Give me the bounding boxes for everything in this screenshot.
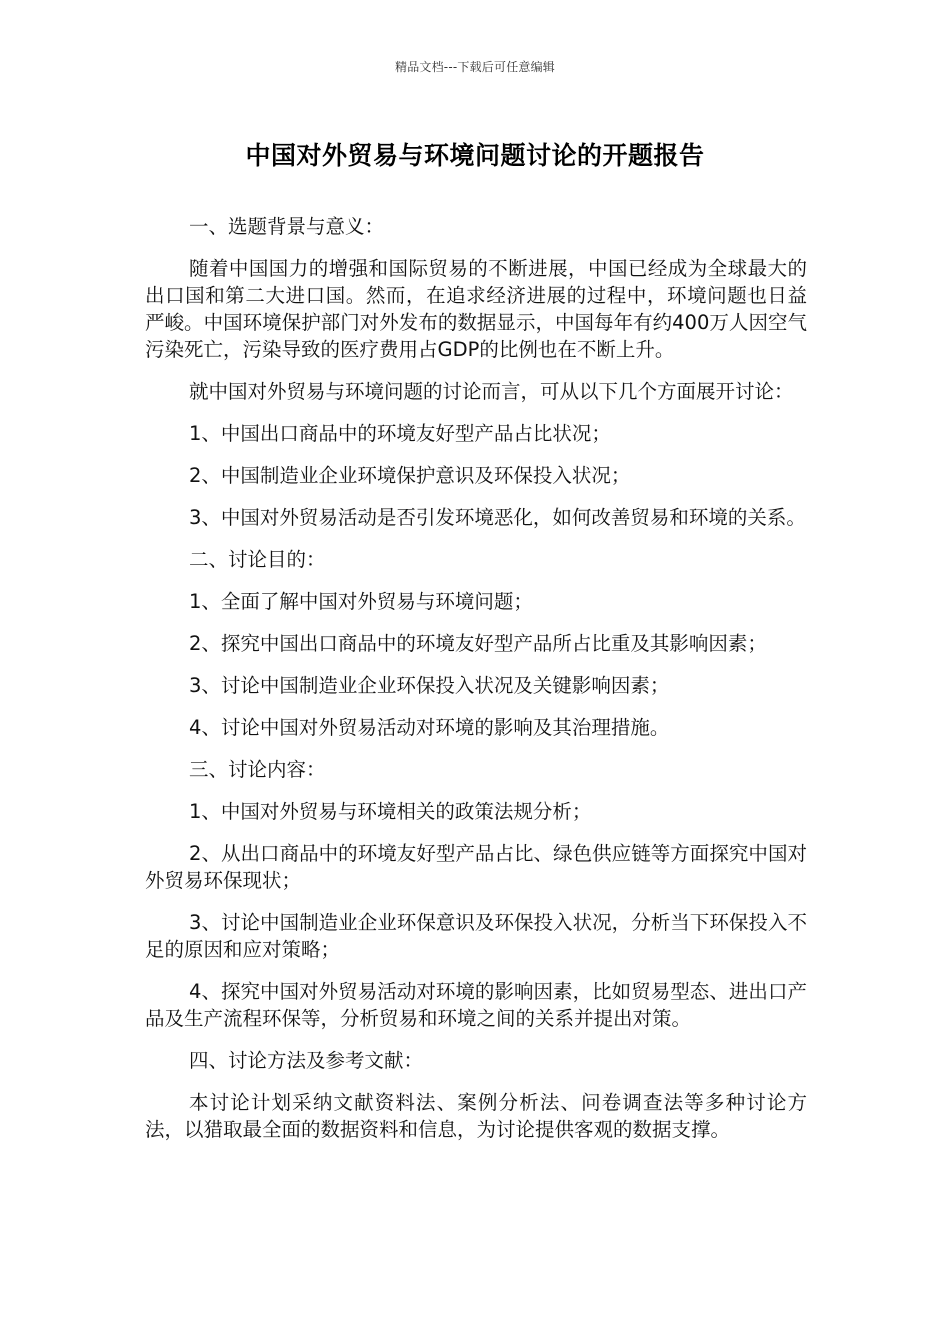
section-heading-content: 三、讨论内容： xyxy=(189,758,326,781)
list-item: 3、中国对外贸易活动是否引发环境恶化，如何改善贸易和环境的关系。 xyxy=(189,506,806,529)
list-item: 1、全面了解中国对外贸易与环境问题； xyxy=(189,590,533,613)
document-title: 中国对外贸易与环境问题讨论的开题报告 xyxy=(245,141,705,170)
list-item: 2、探究中国出口商品中的环境友好型产品所占比重及其影响因素； xyxy=(189,632,767,655)
document-body xyxy=(145,213,807,1158)
page-header: 精品文档---下载后可任意编辑 xyxy=(395,60,555,74)
list-item: 4、讨论中国对外贸易活动对环境的影响及其治理措施。 xyxy=(189,716,670,739)
list-item: 3、讨论中国制造业企业环保意识及环保投入状况，分析当下环保投入不足的原因和应对策略； xyxy=(145,911,807,961)
paragraph-aspects-intro: 就中国对外贸易与环境问题的讨论而言，可从以下几个方面展开讨论： xyxy=(189,380,794,403)
section-heading-purpose: 二、讨论目的： xyxy=(189,548,326,571)
list-item: 1、中国出口商品中的环境友好型产品占比状况； xyxy=(189,422,611,445)
list-item: 3、讨论中国制造业企业环保投入状况及关键影响因素； xyxy=(189,674,670,697)
paragraph-methods: 本讨论计划采纳文献资料法、案例分析法、问卷调查法等多种讨论方法，以猎取最全面的数据资料和信息，为讨论提供客观的数据支撑。 xyxy=(145,1091,807,1141)
list-item: 2、从出口商品中的环境友好型产品占比、绿色供应链等方面探究中国对外贸易环保现状； xyxy=(145,842,807,892)
paragraph-background: 随着中国国力的增强和国际贸易的不断进展，中国已经成为全球最大的出口国和第二大进口国。然而，在追求经济进展的过程中，环境问题也日益严峻。中国环境保护部门对外发布的数据显示，中国每年有约400万人因空气污染死亡，污染导致的医疗费用占GDP的比例也在不断上升。 xyxy=(145,257,807,361)
list-item: 1、中国对外贸易与环境相关的政策法规分析； xyxy=(189,800,592,823)
list-item: 2、中国制造业企业环境保护意识及环保投入状况； xyxy=(189,464,631,487)
section-heading-background: 一、选题背景与意义： xyxy=(189,215,385,238)
list-item: 4、探究中国对外贸易活动对环境的影响因素，比如贸易型态、进出口产品及生产流程环保等，分析贸易和环境之间的关系并提出对策。 xyxy=(145,980,807,1030)
section-heading-methods: 四、讨论方法及参考文献： xyxy=(189,1049,424,1072)
